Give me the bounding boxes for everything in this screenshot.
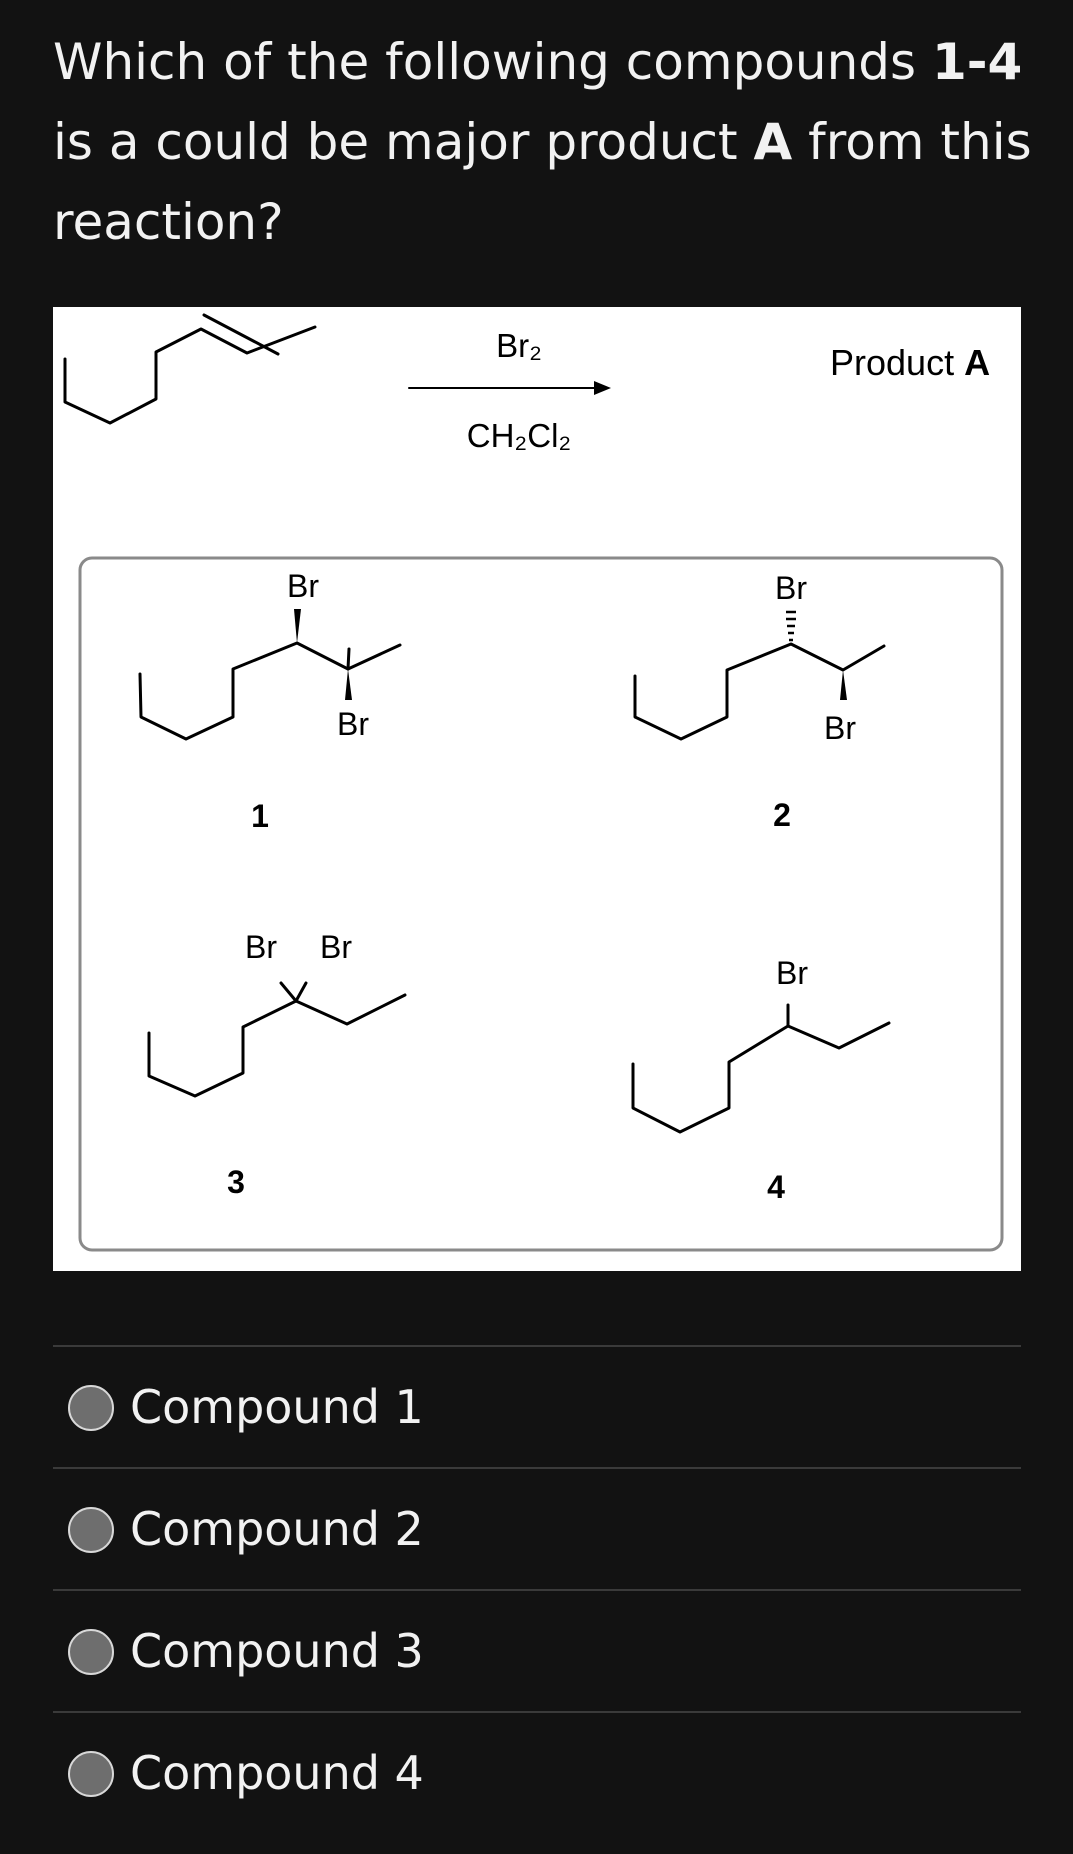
compound-2-br-bottom: Br — [824, 710, 856, 746]
reagent-bottom: CH₂Cl₂ — [466, 417, 572, 454]
product-label-letter: A — [964, 342, 991, 383]
option-label: Compound 4 — [130, 1746, 424, 1800]
compound-3-br-left: Br — [245, 929, 277, 965]
question-text — [53, 22, 1033, 262]
radio-button-icon[interactable] — [68, 1385, 114, 1431]
question-part-2: is a could be major product — [53, 113, 754, 171]
question-range: 1-4 — [931, 33, 1023, 91]
reaction-arrow-head — [594, 381, 611, 395]
question-product-letter: A — [753, 113, 793, 171]
compound-1-bond-to-ethyl — [348, 649, 349, 669]
question-part-1: Which of the following compounds — [53, 33, 932, 91]
compound-4-br: Br — [776, 955, 808, 991]
option-label: Compound 2 — [130, 1502, 424, 1556]
compound-2-br-top: Br — [775, 570, 807, 606]
starting-alkene-skeleton — [65, 327, 315, 423]
option-label: Compound 3 — [130, 1624, 424, 1678]
compound-1-number: 1 — [251, 798, 269, 834]
compound-3-br-right: Br — [320, 929, 352, 965]
answer-options — [53, 1345, 1021, 1833]
radio-button-icon[interactable] — [68, 1629, 114, 1675]
option-compound-4[interactable] — [53, 1711, 1021, 1833]
option-label: Compound 1 — [130, 1380, 424, 1434]
option-compound-1[interactable] — [53, 1345, 1021, 1467]
radio-button-icon[interactable] — [68, 1507, 114, 1553]
compound-4-number: 4 — [767, 1169, 785, 1205]
compound-1-br-bottom: Br — [337, 706, 369, 742]
compounds-box — [80, 558, 1002, 1250]
reagent-top: Br₂ — [496, 327, 542, 364]
reaction-figure — [53, 307, 1021, 1271]
alkene-double-bond — [204, 315, 278, 354]
compound-3-number: 3 — [227, 1164, 245, 1200]
compound-1-br-top: Br — [287, 568, 319, 604]
question-part-3: from this reaction? — [53, 113, 1032, 251]
product-a-label — [830, 342, 990, 383]
product-label-prefix: Product — [830, 342, 965, 383]
option-compound-2[interactable] — [53, 1467, 1021, 1589]
option-compound-3[interactable] — [53, 1589, 1021, 1711]
radio-button-icon[interactable] — [68, 1751, 114, 1797]
compound-2-number: 2 — [773, 797, 791, 833]
reaction-diagram — [53, 307, 1021, 1271]
